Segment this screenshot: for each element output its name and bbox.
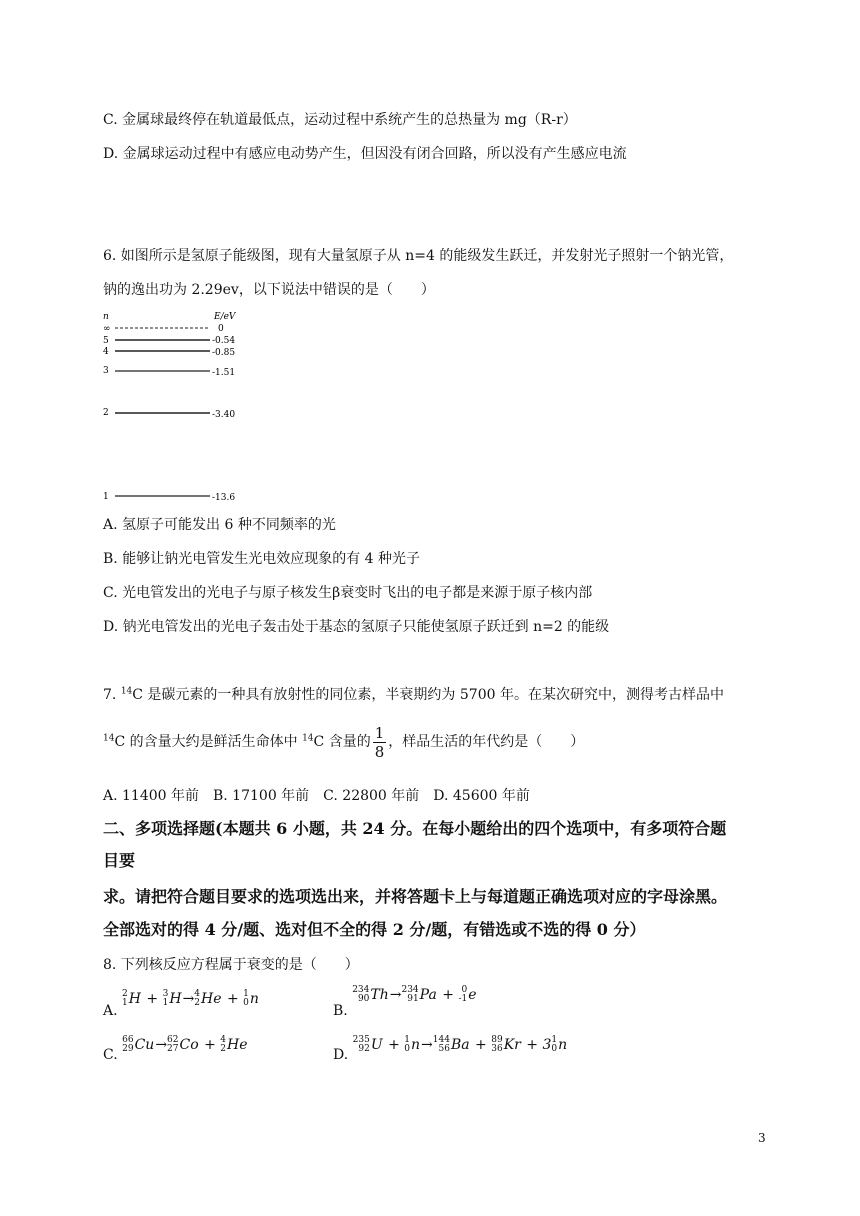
- mass-number: 2: [122, 989, 128, 999]
- level-2-energy: -3.40: [212, 410, 236, 420]
- diagram-n-label: n: [103, 312, 109, 322]
- q7-stem2-c: ，样品生活的年代约是（ ）: [388, 734, 585, 750]
- q8-stem: 8. 下列核反应方程属于衰变的是（ ）: [103, 957, 359, 973]
- atomic-number: 29: [122, 1044, 134, 1054]
- mass-number: 1: [243, 989, 249, 999]
- q8-option-b-label: B.: [333, 1003, 348, 1019]
- q6-stem-line1: 6. 如图所示是氢原子能级图，现有大量氢原子从 n=4 的能级发生跃迁，并发射光子照射一个钠光管，: [103, 248, 734, 264]
- operator: +: [383, 1037, 405, 1053]
- level-3-n: 3: [103, 366, 109, 376]
- q7-stem2-b: C 含量的: [313, 734, 371, 750]
- q8-option-b: [333, 985, 478, 1019]
- q8-option-c-label: C.: [103, 1047, 118, 1063]
- q6-option-a: A. 氢原子可能发出 6 种不同频率的光: [103, 517, 336, 533]
- level-5-energy: -0.54: [212, 336, 236, 346]
- q6-option-d: D. 钠光电管发出的光电子轰击处于基态的氢原子只能使氢原子跃迁到 n=2 的能级: [103, 619, 610, 635]
- atomic-number: 0: [404, 1044, 411, 1054]
- mass-number: 0: [461, 985, 468, 995]
- energy-level-diagram: [100, 310, 260, 505]
- atomic-number: 92: [358, 1044, 370, 1054]
- level-inf-n: ∞: [103, 324, 111, 334]
- mass-number: 144: [432, 1035, 450, 1045]
- mass-number: 66: [122, 1035, 134, 1045]
- page-number: 3: [758, 1131, 766, 1145]
- mass-number: 235: [352, 1035, 370, 1045]
- level-4-n: 4: [103, 347, 109, 357]
- q8-equation-d: [353, 1037, 569, 1053]
- level-inf-energy: 0: [218, 324, 224, 334]
- atomic-number: 2: [220, 1044, 227, 1054]
- mass-number: 234: [352, 985, 370, 995]
- mass-number: 1: [551, 1035, 558, 1045]
- mass-number: 89: [491, 1035, 503, 1045]
- q7-fraction-denominator: 8: [374, 742, 385, 761]
- mass-number: 234: [401, 985, 419, 995]
- operator: + 3: [521, 1037, 552, 1053]
- reaction-arrow: →: [155, 1037, 168, 1053]
- q7-sup-14-c: 14: [302, 733, 314, 744]
- reaction-arrow: →: [182, 991, 195, 1007]
- atomic-number: -1: [458, 994, 468, 1004]
- q8-equation-c: [122, 1037, 248, 1053]
- element-symbol: H: [128, 991, 141, 1007]
- mass-number: 1: [404, 1035, 411, 1045]
- q5-option-d: D. 金属球运动过程中有感应电动势产生，但因没有闭合回路，所以没有产生感应电流: [103, 146, 627, 162]
- q7-stem-line2: [103, 722, 584, 762]
- mass-number: 62: [167, 1035, 179, 1045]
- level-4-energy: -0.85: [212, 348, 236, 358]
- q8-option-a-label: A.: [103, 1003, 118, 1019]
- diagram-e-label: E/eV: [214, 312, 236, 322]
- level-3-energy: -1.51: [212, 368, 236, 378]
- q7-sup-14-a: 14: [120, 686, 133, 697]
- atomic-number: 91: [407, 994, 419, 1004]
- q7-stem1-text: C 是碳元素的一种具有放射性的同位素，半衰期约为 5700 年。在某次研究中，测得考古样品中: [132, 687, 724, 703]
- element-symbol: He: [227, 1037, 248, 1053]
- atomic-number: 1: [122, 998, 128, 1008]
- section2-line3: 求。请把符合题目要求的选项选出来，并将答题卡上与每道题正确选项对应的字母涂黑。: [103, 887, 728, 906]
- reaction-arrow: →: [389, 987, 402, 1003]
- q8-option-a: [103, 989, 260, 1019]
- section2-line2: 目要: [103, 851, 136, 870]
- atomic-number: 90: [357, 994, 370, 1004]
- q7-sup-14-b: 14: [103, 733, 115, 744]
- q8-equation-b: [352, 987, 477, 1003]
- atomic-number: 27: [167, 1044, 179, 1054]
- reaction-arrow: →: [421, 1037, 433, 1053]
- element-symbol: Pa: [419, 987, 437, 1003]
- q8-option-d-label: D.: [333, 1047, 349, 1063]
- atomic-number: 36: [491, 1044, 503, 1054]
- q8-option-c: [103, 1035, 249, 1063]
- atomic-number: 2: [194, 998, 201, 1008]
- q8-equation-a: [122, 991, 260, 1007]
- element-symbol: n: [411, 1037, 421, 1053]
- level-2-n: 2: [103, 408, 109, 418]
- element-symbol: Cu: [134, 1037, 155, 1053]
- element-symbol: He: [201, 991, 222, 1007]
- q7-fraction: [373, 724, 387, 761]
- element-symbol: Kr: [503, 1037, 521, 1053]
- element-symbol: n: [249, 991, 259, 1007]
- operator: +: [470, 1037, 492, 1053]
- atomic-number: 56: [438, 1044, 450, 1054]
- section2-line4: 全部选对的得 4 分/题、选对但不全的得 2 分/题，有错选或不选的得 0 分）: [103, 920, 646, 939]
- q6-stem-line2: 钠的逸出功为 2.29ev，以下说法中错误的是（ ）: [103, 282, 435, 298]
- element-symbol: Co: [179, 1037, 199, 1053]
- mass-number: 3: [162, 989, 169, 999]
- operator: +: [199, 1037, 221, 1053]
- q8-option-d: [333, 1035, 568, 1063]
- q7-number: 7.: [103, 687, 117, 703]
- element-symbol: U: [370, 1037, 383, 1053]
- level-1-n: 1: [103, 492, 109, 502]
- q7-fraction-numerator: 1: [374, 723, 385, 742]
- element-symbol: e: [468, 987, 477, 1003]
- q6-option-c: C. 光电管发出的光电子与原子核发生β衰变时飞出的电子都是来源于原子核内部: [103, 585, 593, 601]
- operator: +: [222, 991, 244, 1007]
- element-symbol: n: [558, 1037, 568, 1053]
- element-symbol: Th: [370, 987, 389, 1003]
- level-1-energy: -13.6: [212, 493, 236, 503]
- level-5-n: 5: [103, 336, 109, 346]
- operator: +: [141, 991, 163, 1007]
- operator: +: [437, 987, 459, 1003]
- atomic-number: 1: [162, 998, 169, 1008]
- q6-option-b: B. 能够让钠光电管发生光电效应现象的有 4 种光子: [103, 551, 420, 567]
- element-symbol: H: [169, 991, 182, 1007]
- q7-options: A. 11400 年前 B. 17100 年前 C. 22800 年前 D. 45600 年前: [103, 788, 530, 804]
- mass-number: 4: [220, 1035, 227, 1045]
- q7-stem2-a: C 的含量大约是鲜活生命体中: [114, 734, 298, 750]
- atomic-number: 0: [243, 998, 249, 1008]
- atomic-number: 0: [551, 1044, 558, 1054]
- section2-line1: 二、多项选择题(本题共 6 小题，共 24 分。在每小题给出的四个选项中，有多项符合题: [103, 819, 727, 838]
- q5-option-c: C. 金属球最终停在轨道最低点，运动过程中系统产生的总热量为 mg（R-r）: [103, 112, 577, 128]
- q7-stem-line1: [103, 685, 724, 705]
- element-symbol: Ba: [450, 1037, 470, 1053]
- mass-number: 4: [194, 989, 201, 999]
